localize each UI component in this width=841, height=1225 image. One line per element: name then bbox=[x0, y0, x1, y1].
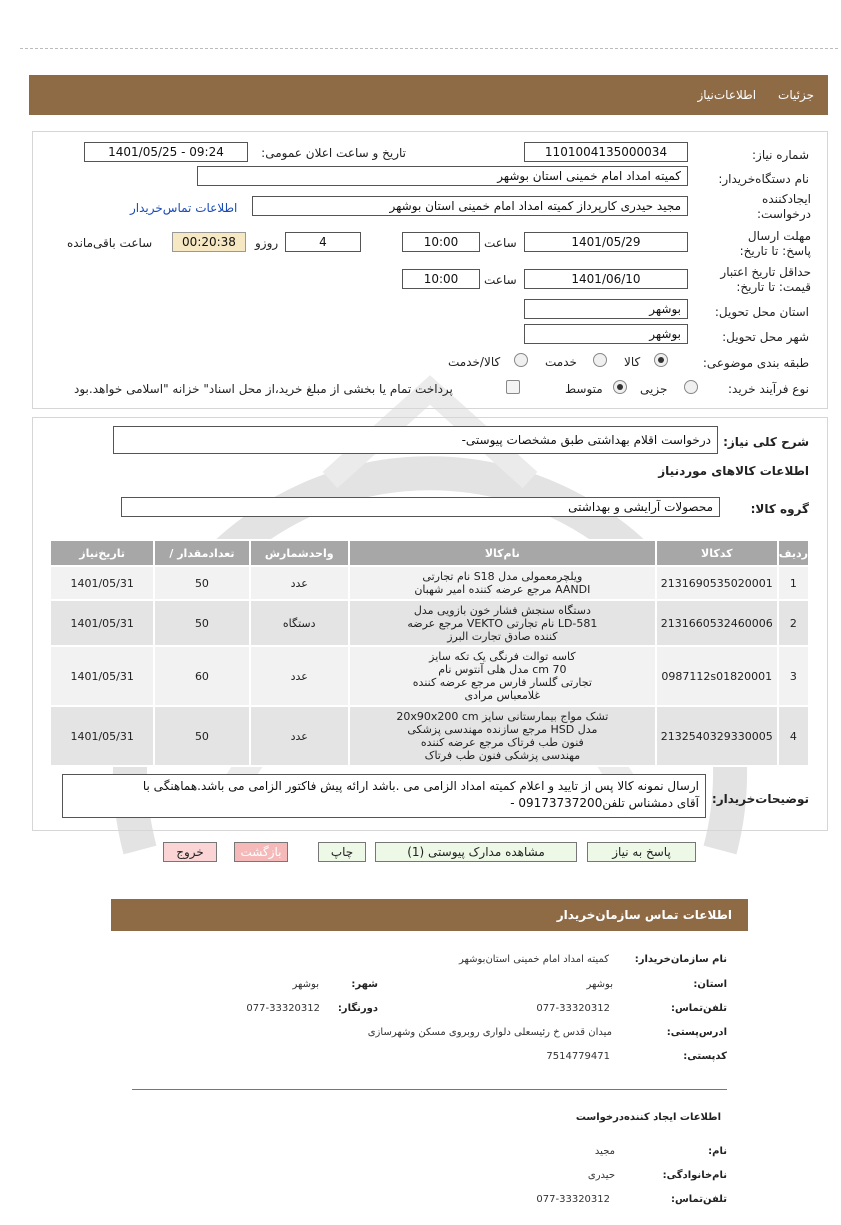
buyer-notes-field bbox=[62, 774, 706, 818]
city-field: بوشهر bbox=[524, 324, 688, 344]
top-divider bbox=[20, 48, 838, 49]
creator-name-value: مجید bbox=[594, 1146, 615, 1157]
row-name-line: cm 70 مدل هلی آنتوس نام bbox=[438, 663, 567, 676]
row-unit: عدد bbox=[250, 566, 349, 600]
row-name-line: دستگاه سنجش فشار خون بازویی مدل bbox=[413, 603, 591, 617]
province-field: بوشهر bbox=[524, 299, 688, 319]
col-name-header: نام‌کالا bbox=[349, 540, 656, 566]
org-contact-title: اطلاعات تماس سازمان‌خریدار bbox=[111, 899, 748, 931]
creator-family-value: حیدری bbox=[587, 1170, 615, 1181]
attachments-button[interactable]: مشاهده مدارک پیوستی (1) bbox=[375, 842, 577, 862]
row-number: 4 bbox=[778, 706, 809, 766]
buyer-notes-line: ارسال نمونه کالا پس از تایید و اعلام کمیته امداد الزامی می .باشد ارائه پیش فاکتور الزامی می باشد.هماهنگی با bbox=[142, 779, 699, 793]
row-name-line: ویلچرمعمولی مدل S18 نام تجارتی bbox=[422, 570, 583, 583]
time-remaining-label: ساعت باقی‌مانده bbox=[67, 236, 153, 250]
row-name-line: تشک مواج بیمارستانی سایز 20x90x200 cm bbox=[396, 710, 609, 723]
category-radio-goods-service[interactable] bbox=[514, 353, 528, 367]
general-desc-field: درخواست اقلام بهداشتی طبق مشخصات پیوستی- bbox=[113, 426, 718, 454]
row-unit: عدد bbox=[250, 646, 349, 706]
announce-field: 1401/05/25 - 09:24 bbox=[84, 142, 248, 162]
org-phone-label: تلفن‌تماس: bbox=[670, 1003, 727, 1014]
row-qty: 60 bbox=[154, 646, 249, 706]
org-fax-value: 077-33320312 bbox=[246, 1003, 320, 1014]
category-radio-goods[interactable] bbox=[654, 353, 668, 367]
deadline-time-field: 10:00 bbox=[402, 232, 480, 252]
process-radio-minor[interactable] bbox=[684, 380, 698, 394]
buyer-contact-link[interactable]: اطلاعات تماس‌خریدار bbox=[130, 201, 238, 215]
row-number: 2 bbox=[778, 600, 809, 646]
table-row bbox=[50, 566, 809, 600]
row-name-line: غلامعباس مرادی bbox=[464, 689, 541, 702]
payment-checkbox[interactable] bbox=[506, 380, 520, 394]
buyer-notes-label: توضیحات‌خریدار: bbox=[711, 792, 809, 806]
creator-phone-label: تلفن‌تماس: bbox=[670, 1194, 727, 1205]
category-label: طبقه بندی موضوعی: bbox=[702, 356, 809, 370]
day-label: روزو bbox=[255, 236, 279, 250]
table-row bbox=[50, 646, 809, 706]
need-number-label: شماره نیاز: bbox=[752, 148, 809, 162]
org-fax-label: دورنگار: bbox=[337, 1003, 378, 1014]
deadline-label: مهلت ارسال پاسخ: تا تاریخ: bbox=[739, 229, 811, 258]
deadline-date-field: 1401/05/29 bbox=[524, 232, 688, 252]
row-name-line: مهندسی پزشکی فنون طب فرتاک bbox=[424, 749, 581, 762]
row-code: 0987112s01820001 bbox=[656, 646, 778, 706]
row-number: 1 bbox=[778, 566, 809, 600]
col-unit-header: واحدشمارش bbox=[250, 540, 349, 566]
row-name bbox=[349, 600, 656, 646]
row-name-line: فنون طب فرتاک مرجع عرضه کننده bbox=[420, 736, 584, 749]
creator-label: ایجادکننده درخواست: bbox=[757, 192, 811, 221]
row-unit: دستگاه bbox=[250, 600, 349, 646]
creator-phone-value: 077-33320312 bbox=[536, 1194, 610, 1205]
row-name-line: کننده صادق تجارت البرز bbox=[447, 629, 558, 643]
tab-details[interactable]: جزئیات bbox=[778, 88, 814, 102]
general-desc-label: شرح کلی نیاز: bbox=[723, 435, 809, 449]
exit-button[interactable]: خروج bbox=[163, 842, 217, 862]
category-option-goods-service: کالا/خدمت bbox=[448, 355, 501, 369]
org-city-value: بوشهر bbox=[292, 979, 319, 990]
header-bar bbox=[29, 75, 828, 115]
row-name-line: LD-581 نام تجارتی VEKTO مرجع عرضه bbox=[407, 616, 598, 630]
org-address-label: ادرس‌پستی: bbox=[666, 1027, 727, 1038]
buyer-org-field: کمیته امداد امام خمینی استان بوشهر bbox=[197, 166, 688, 186]
validity-hour-label: ساعت bbox=[484, 273, 517, 287]
org-postal-value: 7514779471 bbox=[546, 1051, 610, 1062]
org-name-value: کمیته امداد امام خمینی استان‌بوشهر bbox=[459, 954, 609, 965]
goods-table bbox=[49, 539, 810, 767]
process-option-medium: متوسط bbox=[565, 382, 603, 396]
org-postal-label: کدپستی: bbox=[683, 1051, 727, 1062]
creator-family-label: نام‌خانوادگی: bbox=[662, 1170, 727, 1181]
row-date: 1401/05/31 bbox=[50, 566, 154, 600]
process-label: نوع فرآیند خرید: bbox=[728, 382, 809, 396]
announce-label: تاریخ و ساعت اعلان عمومی: bbox=[261, 146, 406, 160]
process-radio-medium[interactable] bbox=[613, 380, 627, 394]
row-code: 2132540329330005 bbox=[656, 706, 778, 766]
row-name bbox=[349, 706, 656, 766]
col-qty-header: تعدادمقدار / bbox=[154, 540, 249, 566]
reply-button[interactable]: پاسخ به نیاز bbox=[587, 842, 696, 862]
org-address-value: میدان قدس خ رئیسعلی دلواری روبروی مسکن وشهرسازی bbox=[367, 1027, 612, 1038]
process-option-minor: جزیی bbox=[640, 382, 668, 396]
category-radio-service[interactable] bbox=[593, 353, 607, 367]
back-button[interactable]: بازگشت bbox=[234, 842, 288, 862]
row-code: 2131690535020001 bbox=[656, 566, 778, 600]
validity-time-field: 10:00 bbox=[402, 269, 480, 289]
buyer-notes-line: آقای دمشناس تلفن09173737200 - bbox=[510, 796, 699, 810]
row-unit: عدد bbox=[250, 706, 349, 766]
row-name-line: AANDI مرجع عرضه کننده امیر شهبان bbox=[414, 583, 591, 596]
buyer-org-label: نام دستگاه‌خریدار: bbox=[718, 172, 809, 186]
goods-info-title: اطلاعات کالاهای موردنیاز bbox=[658, 464, 809, 478]
row-date: 1401/05/31 bbox=[50, 600, 154, 646]
creator-name-label: نام: bbox=[708, 1146, 727, 1157]
table-row bbox=[50, 600, 809, 646]
payment-note: پرداخت تمام یا بخشی از مبلغ خرید،از محل اسناد" خزانه "اسلامی خواهد.بود bbox=[74, 382, 453, 396]
row-qty: 50 bbox=[154, 566, 249, 600]
print-button[interactable]: چاپ bbox=[318, 842, 366, 862]
time-remaining-field: 00:20:38 bbox=[172, 232, 246, 252]
org-province-value: بوشهر bbox=[586, 979, 613, 990]
row-name bbox=[349, 566, 656, 600]
row-code: 2131660532460006 bbox=[656, 600, 778, 646]
need-number-field: 1101004135000034 bbox=[524, 142, 688, 162]
group-field: محصولات آرایشی و بهداشتی bbox=[121, 497, 720, 517]
org-phone-value: 077-33320312 bbox=[536, 1003, 610, 1014]
city-label: شهر محل تحویل: bbox=[722, 330, 809, 344]
row-name-line: تجارتی گلسار فارس مرجع عرضه کننده bbox=[412, 676, 592, 689]
table-header-row bbox=[50, 540, 809, 566]
row-date: 1401/05/31 bbox=[50, 646, 154, 706]
days-remaining-field: 4 bbox=[285, 232, 361, 252]
row-date: 1401/05/31 bbox=[50, 706, 154, 766]
row-name-line: کاسه توالت فرنگی یک تکه سایز bbox=[429, 650, 576, 663]
category-option-service: خدمت bbox=[545, 355, 577, 369]
tab-need-info[interactable]: اطلاعات‌نیاز bbox=[697, 88, 757, 102]
row-number: 3 bbox=[778, 646, 809, 706]
province-label: استان محل تحویل: bbox=[714, 305, 809, 319]
creator-field: مجید حیدری کارپرداز کمیته امداد امام خمینی استان بوشهر bbox=[252, 196, 688, 216]
row-name-line: مدل HSD مرجع سازنده مهندسی پزشکی bbox=[407, 723, 598, 736]
col-row-header: ردیف bbox=[778, 540, 809, 566]
org-name-label: نام سازمان‌خریدار: bbox=[634, 954, 727, 965]
validity-label: حداقل تاریخ اعتبار قیمت: تا تاریخ: bbox=[720, 265, 811, 294]
deadline-hour-label: ساعت bbox=[484, 236, 517, 250]
group-label: گروه کالا: bbox=[750, 502, 809, 516]
section-divider bbox=[132, 1089, 727, 1090]
category-option-goods: کالا bbox=[624, 355, 641, 369]
validity-date-field: 1401/06/10 bbox=[524, 269, 688, 289]
row-qty: 50 bbox=[154, 706, 249, 766]
org-city-label: شهر: bbox=[351, 979, 378, 990]
row-qty: 50 bbox=[154, 600, 249, 646]
col-code-header: کدکالا bbox=[656, 540, 778, 566]
col-date-header: تاریخ‌نیاز bbox=[50, 540, 154, 566]
row-name bbox=[349, 646, 656, 706]
org-province-label: استان: bbox=[693, 979, 727, 990]
table-row bbox=[50, 706, 809, 766]
creator-contact-title: اطلاعات ایجاد کننده‌درخواست bbox=[575, 1112, 721, 1123]
